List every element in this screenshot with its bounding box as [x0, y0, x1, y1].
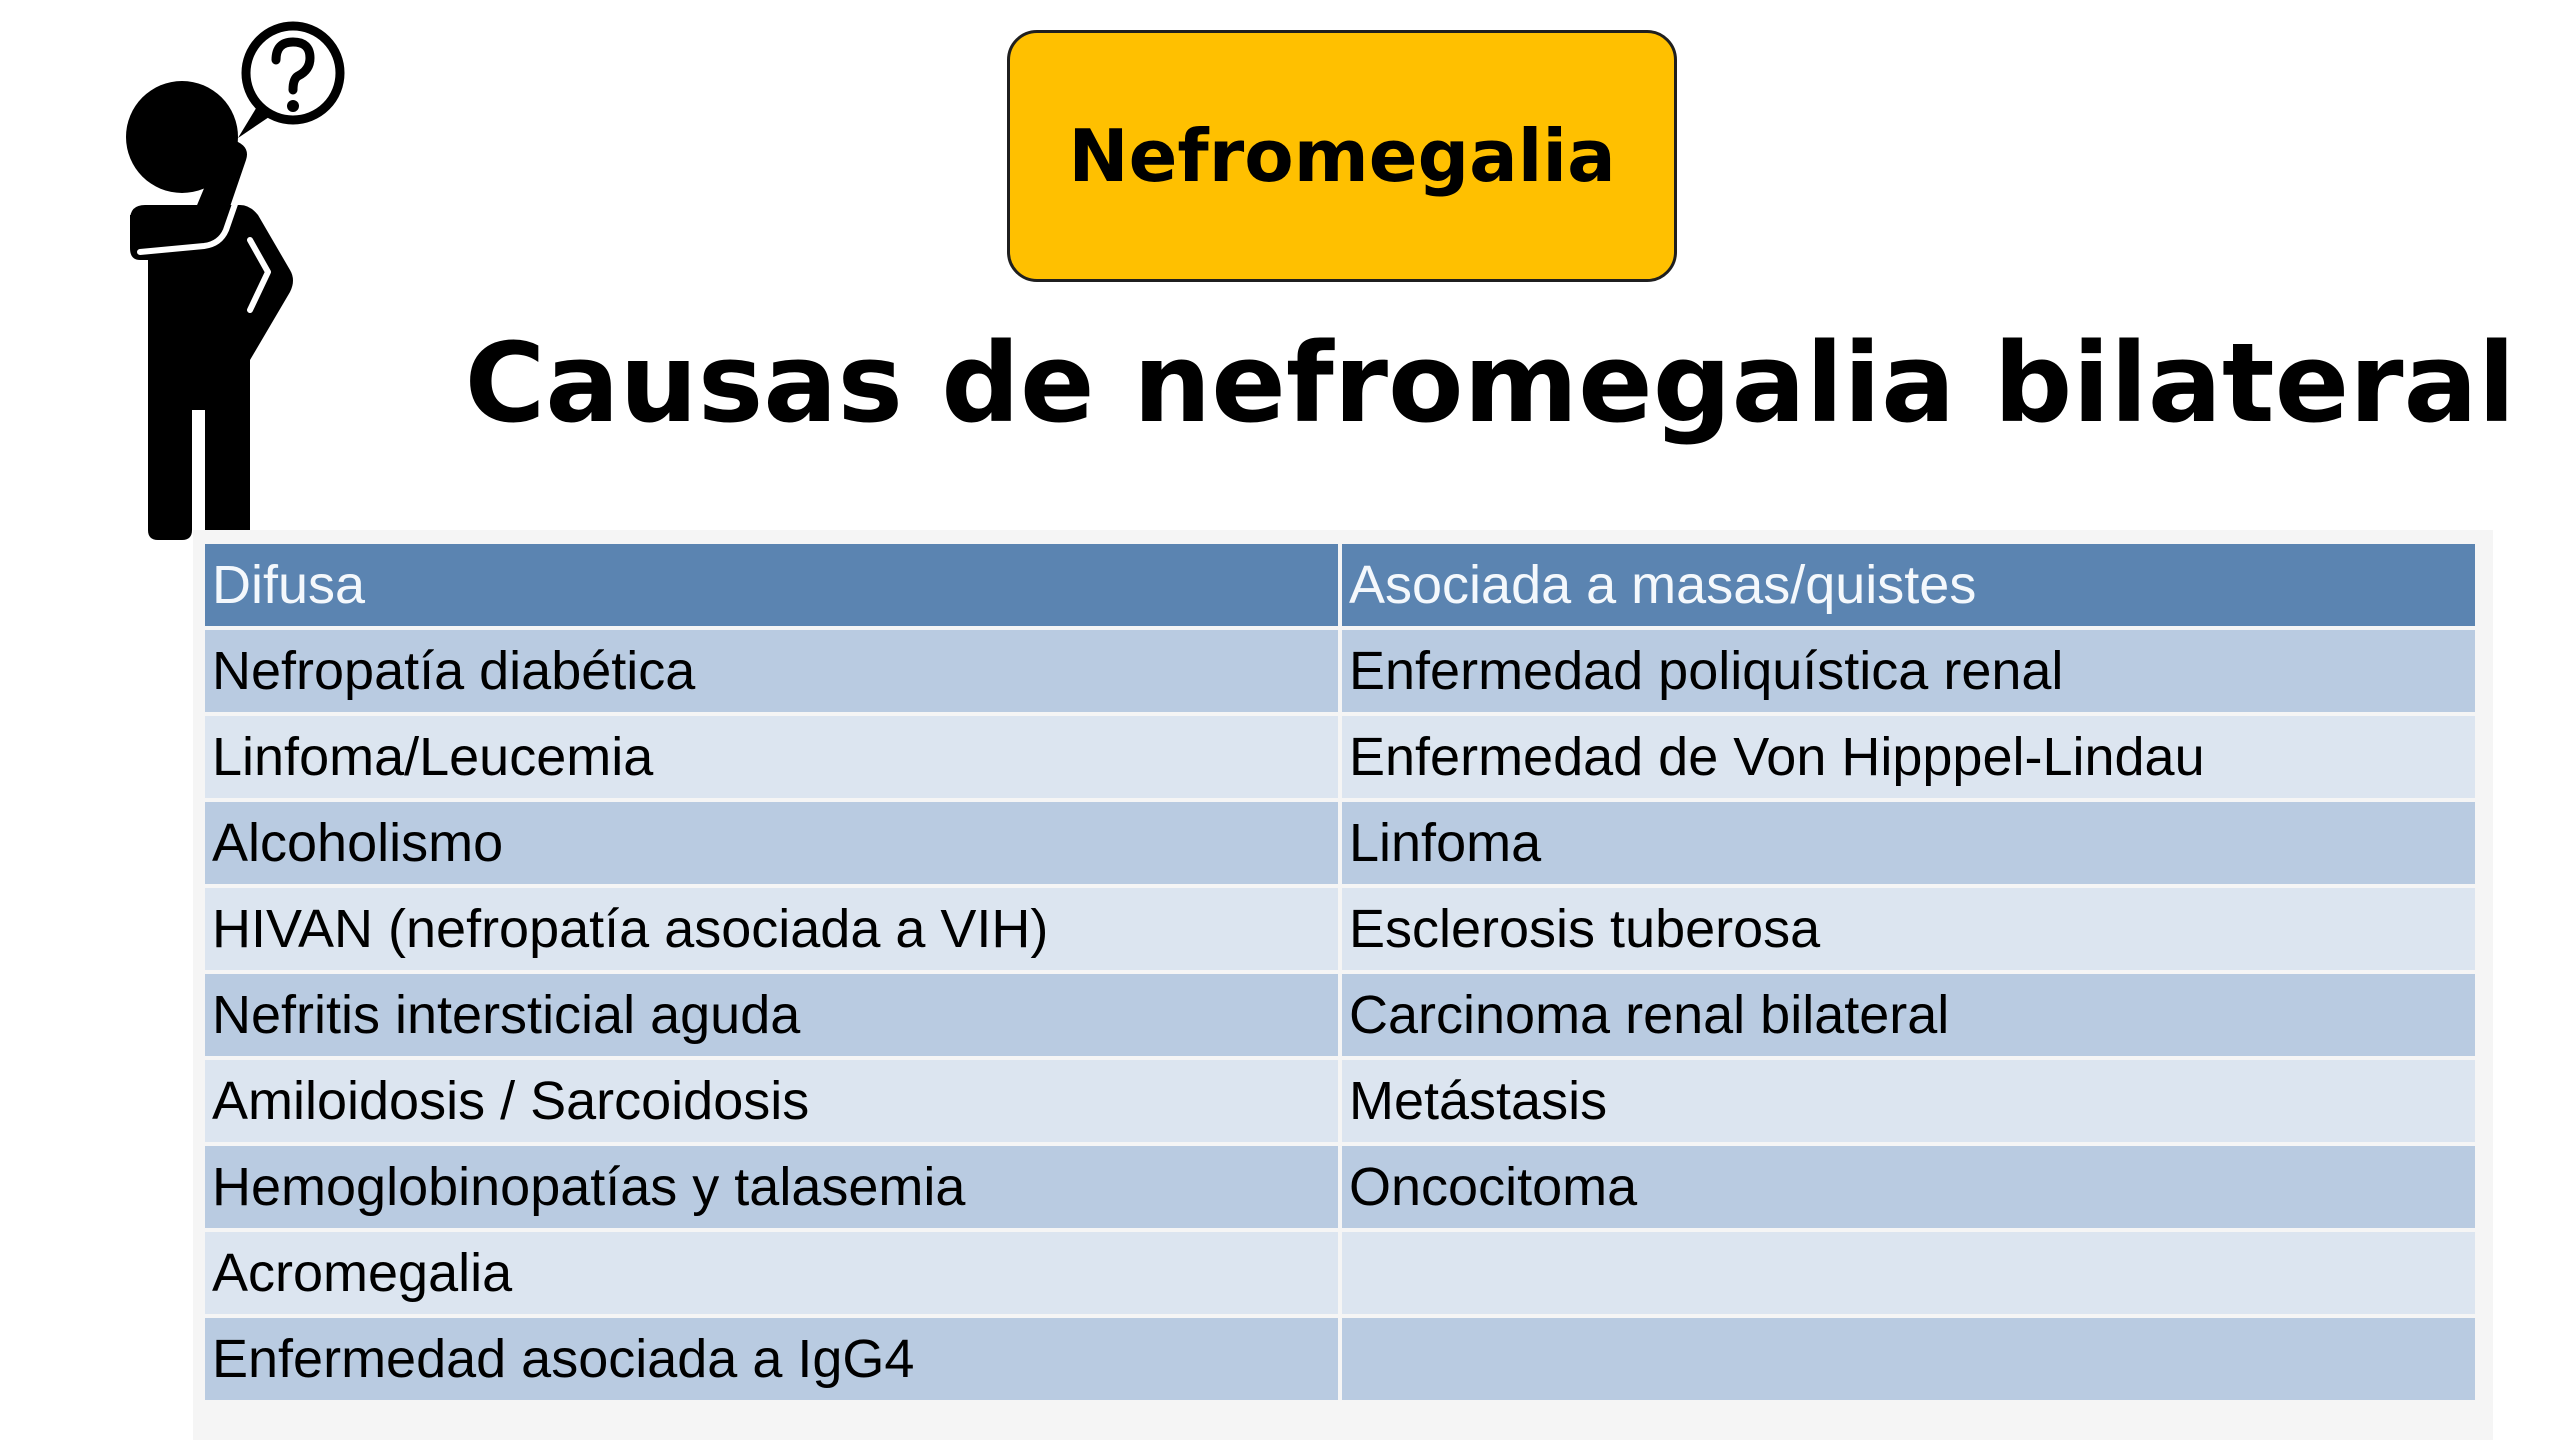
column-header-masas-quistes: Asociada a masas/quistes — [1342, 544, 2475, 626]
table-row — [205, 1146, 2475, 1228]
table-cell-difusa: Enfermedad asociada a IgG4 — [205, 1318, 1338, 1400]
table-cell-difusa: Linfoma/Leucemia — [205, 716, 1338, 798]
table-header-row — [205, 544, 2475, 626]
topic-badge-label: Nefromegalia — [1068, 114, 1616, 198]
table-cell-difusa: Nefritis intersticial aguda — [205, 974, 1338, 1056]
table-row — [205, 974, 2475, 1056]
table-row — [205, 888, 2475, 970]
table-panel — [193, 530, 2493, 1440]
thinking-person-question-icon — [100, 10, 370, 540]
topic-badge — [1007, 30, 1677, 282]
column-header-difusa: Difusa — [205, 544, 1338, 626]
table-cell-masas: Carcinoma renal bilateral — [1342, 974, 2475, 1056]
table-row — [205, 630, 2475, 712]
table-cell-masas — [1342, 1318, 2475, 1400]
table-cell-difusa: Hemoglobinopatías y talasemia — [205, 1146, 1338, 1228]
page-title: Causas de nefromegalia bilateral — [464, 319, 2516, 447]
table-cell-masas: Linfoma — [1342, 802, 2475, 884]
table-cell-masas: Metástasis — [1342, 1060, 2475, 1142]
table-row — [205, 802, 2475, 884]
table-row — [205, 1232, 2475, 1314]
table-cell-masas — [1342, 1232, 2475, 1314]
causes-table — [201, 540, 2479, 1404]
table-cell-difusa: Acromegalia — [205, 1232, 1338, 1314]
table-cell-difusa: HIVAN (nefropatía asociada a VIH) — [205, 888, 1338, 970]
table-row — [205, 1318, 2475, 1400]
table-cell-difusa: Amiloidosis / Sarcoidosis — [205, 1060, 1338, 1142]
table-cell-masas: Esclerosis tuberosa — [1342, 888, 2475, 970]
table-cell-masas: Enfermedad de Von Hipppel-Lindau — [1342, 716, 2475, 798]
table-cell-difusa: Alcoholismo — [205, 802, 1338, 884]
table-cell-masas: Enfermedad poliquística renal — [1342, 630, 2475, 712]
table-row — [205, 1060, 2475, 1142]
table-cell-masas: Oncocitoma — [1342, 1146, 2475, 1228]
table-row — [205, 716, 2475, 798]
table-cell-difusa: Nefropatía diabética — [205, 630, 1338, 712]
